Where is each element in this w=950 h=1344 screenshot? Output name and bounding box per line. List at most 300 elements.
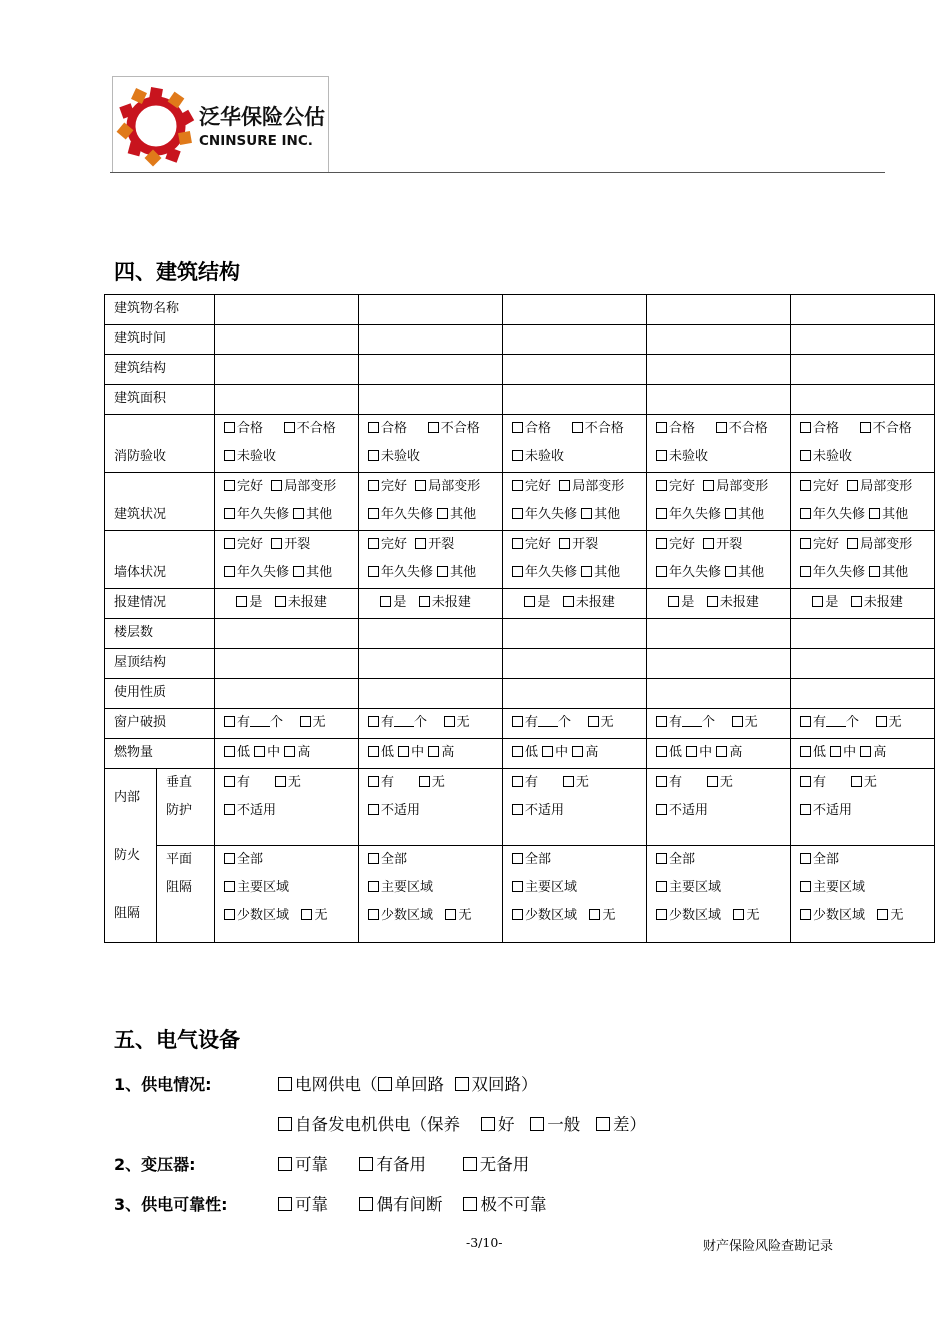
wall-status-cell[interactable] xyxy=(359,531,503,589)
self-gen-checkbox[interactable] xyxy=(278,1117,292,1131)
option-other xyxy=(725,559,764,587)
option-partial-deform xyxy=(271,473,336,501)
partial-deform-checkbox[interactable] xyxy=(847,480,858,491)
mid-checkbox[interactable] xyxy=(830,746,841,757)
maint-fair-checkbox[interactable] xyxy=(530,1117,544,1131)
build-time-cell[interactable] xyxy=(359,325,503,355)
none-checkbox[interactable] xyxy=(301,909,312,920)
low-checkbox[interactable] xyxy=(368,746,379,757)
has-backup-checkbox[interactable] xyxy=(359,1157,373,1171)
main-area-label: 主要区域 xyxy=(237,880,290,895)
building-status-cell[interactable] xyxy=(791,473,935,531)
window-have-checkbox[interactable] xyxy=(656,716,667,727)
option-good xyxy=(512,531,551,559)
other-checkbox[interactable] xyxy=(581,566,592,577)
qualified-checkbox[interactable] xyxy=(656,422,667,433)
building-area-cell[interactable] xyxy=(359,385,503,415)
floor-count-cell[interactable] xyxy=(791,619,935,649)
row-label-building-area: 建筑面积 xyxy=(105,385,215,415)
option-qualified xyxy=(800,415,839,443)
option-partial-deform xyxy=(847,473,912,501)
mid-checkbox[interactable] xyxy=(686,746,697,757)
all-checkbox[interactable] xyxy=(656,853,667,864)
option-crack xyxy=(415,531,454,559)
option-have xyxy=(368,769,394,797)
option-partial-deform xyxy=(703,473,768,501)
count-blank[interactable] xyxy=(538,714,558,727)
good-checkbox[interactable] xyxy=(512,480,523,491)
building-status-cell[interactable] xyxy=(503,473,647,531)
low-checkbox[interactable] xyxy=(800,746,811,757)
low-checkbox[interactable] xyxy=(224,746,235,757)
wall-status-cell[interactable] xyxy=(647,531,791,589)
building-name-cell[interactable] xyxy=(359,295,503,325)
building-name-cell[interactable] xyxy=(791,295,935,325)
not-reported-checkbox[interactable] xyxy=(275,596,286,607)
usage-type-cell[interactable] xyxy=(215,679,359,709)
yes-checkbox[interactable] xyxy=(380,596,391,607)
row-label-fire-separation: 内部 防火 阻隔 xyxy=(105,769,157,943)
qualified-checkbox[interactable] xyxy=(368,422,379,433)
not-applicable-checkbox[interactable] xyxy=(656,804,667,815)
yes-checkbox[interactable] xyxy=(236,596,247,607)
unqualified-checkbox[interactable] xyxy=(284,422,295,433)
table-row xyxy=(105,739,935,769)
build-time-cell[interactable] xyxy=(503,325,647,355)
fire-acceptance-cell[interactable] xyxy=(503,415,647,473)
none-checkbox[interactable] xyxy=(851,776,862,787)
few-area-checkbox[interactable] xyxy=(800,909,811,920)
window-unit-label: 个 xyxy=(846,715,860,730)
unqualified-checkbox[interactable] xyxy=(572,422,583,433)
unqualified-label: 不合格 xyxy=(440,421,480,436)
partial-deform-checkbox[interactable] xyxy=(847,538,858,549)
building-name-cell[interactable] xyxy=(215,295,359,325)
not-reported-label: 未报建 xyxy=(431,595,471,610)
roof-structure-cell[interactable] xyxy=(215,649,359,679)
not-accepted-checkbox[interactable] xyxy=(656,450,667,461)
none-checkbox[interactable] xyxy=(707,776,718,787)
good-checkbox[interactable] xyxy=(368,480,379,491)
window-have-checkbox[interactable] xyxy=(512,716,523,727)
disrepair-checkbox[interactable] xyxy=(224,508,235,519)
count-blank[interactable] xyxy=(826,714,846,727)
vertical-protection-cell[interactable] xyxy=(503,769,647,846)
occasional-checkbox[interactable] xyxy=(359,1197,373,1211)
reliability-label: 3、供电可靠性: xyxy=(114,1195,228,1214)
none-checkbox[interactable] xyxy=(444,716,455,727)
no-backup-checkbox[interactable] xyxy=(463,1157,477,1171)
double-loop-checkbox[interactable] xyxy=(455,1077,469,1091)
count-blank[interactable] xyxy=(682,714,702,727)
horizontal-separation-cell[interactable] xyxy=(503,846,647,943)
other-checkbox[interactable] xyxy=(293,566,304,577)
other-checkbox[interactable] xyxy=(293,508,304,519)
option-few-area xyxy=(656,902,721,930)
good-checkbox[interactable] xyxy=(800,538,811,549)
option-high xyxy=(428,739,454,767)
not-accepted-label: 未验收 xyxy=(813,449,853,464)
main-area-checkbox[interactable] xyxy=(224,881,235,892)
building-structure-cell[interactable] xyxy=(359,355,503,385)
all-checkbox[interactable] xyxy=(800,853,811,864)
build-time-cell[interactable] xyxy=(791,325,935,355)
mid-label: 中 xyxy=(411,745,425,760)
other-label: 其他 xyxy=(594,507,621,522)
fire-acceptance-cell[interactable] xyxy=(215,415,359,473)
none-label: 无 xyxy=(602,908,616,923)
none-label: 无 xyxy=(600,715,614,730)
disrepair-checkbox[interactable] xyxy=(800,566,811,577)
option-all xyxy=(656,846,695,874)
other-checkbox[interactable] xyxy=(869,566,880,577)
yes-checkbox[interactable] xyxy=(812,596,823,607)
option-main-area xyxy=(656,874,721,902)
other-checkbox[interactable] xyxy=(437,508,448,519)
option-high xyxy=(284,739,310,767)
disrepair-checkbox[interactable] xyxy=(512,508,523,519)
horizontal-separation-cell[interactable] xyxy=(791,846,935,943)
very-unreliable-label: 极不可靠 xyxy=(480,1195,547,1214)
main-area-checkbox[interactable] xyxy=(512,881,523,892)
fire-acceptance-cell[interactable] xyxy=(647,415,791,473)
all-checkbox[interactable] xyxy=(368,853,379,864)
not-applicable-checkbox[interactable] xyxy=(368,804,379,815)
few-area-checkbox[interactable] xyxy=(368,909,379,920)
not-reported-checkbox[interactable] xyxy=(851,596,862,607)
none-checkbox[interactable] xyxy=(563,776,574,787)
supply-reliable-checkbox[interactable] xyxy=(278,1197,292,1211)
disrepair-label: 年久失修 xyxy=(381,565,434,580)
power-supply-row xyxy=(114,1071,538,1095)
partial-deform-checkbox[interactable] xyxy=(415,480,426,491)
disrepair-checkbox[interactable] xyxy=(656,508,667,519)
none-checkbox[interactable] xyxy=(876,716,887,727)
not-applicable-checkbox[interactable] xyxy=(224,804,235,815)
qualified-checkbox[interactable] xyxy=(800,422,811,433)
table-row xyxy=(105,649,935,679)
all-checkbox[interactable] xyxy=(512,853,523,864)
option-other xyxy=(437,501,476,529)
option-not-applicable xyxy=(512,797,564,825)
qualified-checkbox[interactable] xyxy=(512,422,523,433)
option-disrepair xyxy=(656,559,721,587)
window-have-checkbox[interactable] xyxy=(800,716,811,727)
maint-good-checkbox[interactable] xyxy=(481,1117,495,1131)
building-structure-cell[interactable] xyxy=(791,355,935,385)
table-row xyxy=(105,619,935,649)
crack-checkbox[interactable] xyxy=(559,538,570,549)
section-title-building: 四、建筑结构 xyxy=(114,260,240,284)
roof-structure-cell[interactable] xyxy=(359,649,503,679)
building-name-cell[interactable] xyxy=(503,295,647,325)
not-accepted-label: 未验收 xyxy=(669,449,709,464)
maint-fair-label: 一般 xyxy=(547,1115,581,1134)
good-checkbox[interactable] xyxy=(656,538,667,549)
usage-type-cell[interactable] xyxy=(503,679,647,709)
partial-deform-checkbox[interactable] xyxy=(703,480,714,491)
very-unreliable-checkbox[interactable] xyxy=(463,1197,477,1211)
none-checkbox[interactable] xyxy=(275,776,286,787)
none-checkbox[interactable] xyxy=(733,909,744,920)
disrepair-checkbox[interactable] xyxy=(656,566,667,577)
main-area-checkbox[interactable] xyxy=(800,881,811,892)
transformer-reliable-checkbox[interactable] xyxy=(278,1157,292,1171)
partial-deform-checkbox[interactable] xyxy=(559,480,570,491)
option-unqualified xyxy=(572,415,624,443)
option-good xyxy=(224,473,263,501)
single-loop-label: 单回路 xyxy=(394,1075,444,1094)
unqualified-checkbox[interactable] xyxy=(860,422,871,433)
all-checkbox[interactable] xyxy=(224,853,235,864)
combustible-load-cell[interactable] xyxy=(791,739,935,769)
good-checkbox[interactable] xyxy=(224,538,235,549)
wall-status-cell[interactable] xyxy=(215,531,359,589)
vertical-protection-cell[interactable] xyxy=(215,769,359,846)
none-checkbox[interactable] xyxy=(445,909,456,920)
grid-supply-checkbox[interactable] xyxy=(278,1077,292,1091)
have-checkbox[interactable] xyxy=(656,776,667,787)
mid-checkbox[interactable] xyxy=(398,746,409,757)
not-accepted-checkbox[interactable] xyxy=(512,450,523,461)
option-not-reported xyxy=(563,589,615,617)
row-label-fire-acceptance: 消防验收 xyxy=(105,415,215,473)
good-checkbox[interactable] xyxy=(224,480,235,491)
combustible-load-cell[interactable] xyxy=(215,739,359,769)
partial-deform-checkbox[interactable] xyxy=(271,480,282,491)
main-area-checkbox[interactable] xyxy=(368,881,379,892)
row-label-wall-status: 墙体状况 xyxy=(105,531,215,589)
building-status-cell[interactable] xyxy=(215,473,359,531)
none-checkbox[interactable] xyxy=(588,716,599,727)
building-structure-cell[interactable] xyxy=(647,355,791,385)
good-checkbox[interactable] xyxy=(368,538,379,549)
usage-type-cell[interactable] xyxy=(791,679,935,709)
high-checkbox[interactable] xyxy=(428,746,439,757)
roof-structure-cell[interactable] xyxy=(503,649,647,679)
floor-count-cell[interactable] xyxy=(647,619,791,649)
window-damage-cell[interactable] xyxy=(791,709,935,739)
have-checkbox[interactable] xyxy=(368,776,379,787)
disrepair-checkbox[interactable] xyxy=(368,566,379,577)
vertical-protection-cell[interactable] xyxy=(791,769,935,846)
disrepair-checkbox[interactable] xyxy=(368,508,379,519)
not-applicable-checkbox[interactable] xyxy=(512,804,523,815)
report-status-cell[interactable] xyxy=(647,589,791,619)
horizontal-separation-cell[interactable] xyxy=(359,846,503,943)
usage-type-cell[interactable] xyxy=(647,679,791,709)
wall-status-cell[interactable] xyxy=(503,531,647,589)
disrepair-checkbox[interactable] xyxy=(512,566,523,577)
header-divider xyxy=(110,172,885,173)
window-damage-cell[interactable] xyxy=(359,709,503,739)
good-checkbox[interactable] xyxy=(800,480,811,491)
vertical-protection-cell[interactable] xyxy=(647,769,791,846)
good-label: 完好 xyxy=(237,537,264,552)
report-status-cell[interactable] xyxy=(791,589,935,619)
build-time-cell[interactable] xyxy=(215,325,359,355)
option-window-have xyxy=(800,709,859,737)
option-other xyxy=(437,559,476,587)
other-checkbox[interactable] xyxy=(437,566,448,577)
option-mid xyxy=(398,739,424,767)
few-area-checkbox[interactable] xyxy=(224,909,235,920)
low-checkbox[interactable] xyxy=(512,746,523,757)
none-checkbox[interactable] xyxy=(732,716,743,727)
maint-good-label: 好 xyxy=(497,1115,515,1134)
floor-count-cell[interactable] xyxy=(359,619,503,649)
horizontal-separation-cell[interactable] xyxy=(215,846,359,943)
building-status-cell[interactable] xyxy=(647,473,791,531)
section-title-electrical: 五、电气设备 xyxy=(114,1028,240,1052)
not-applicable-label: 不适用 xyxy=(813,803,853,818)
yes-label: 是 xyxy=(537,595,551,610)
building-name-cell[interactable] xyxy=(647,295,791,325)
report-status-cell[interactable] xyxy=(359,589,503,619)
wall-status-cell[interactable] xyxy=(791,531,935,589)
high-label: 高 xyxy=(873,745,887,760)
combustible-load-cell[interactable] xyxy=(503,739,647,769)
not-reported-checkbox[interactable] xyxy=(707,596,718,607)
yes-checkbox[interactable] xyxy=(668,596,679,607)
mid-checkbox[interactable] xyxy=(542,746,553,757)
none-label: 无 xyxy=(431,775,445,790)
report-status-cell[interactable] xyxy=(215,589,359,619)
high-checkbox[interactable] xyxy=(716,746,727,757)
low-label: 低 xyxy=(381,745,395,760)
few-area-checkbox[interactable] xyxy=(656,909,667,920)
have-checkbox[interactable] xyxy=(512,776,523,787)
high-checkbox[interactable] xyxy=(860,746,871,757)
horizontal-separation-cell[interactable] xyxy=(647,846,791,943)
building-area-cell[interactable] xyxy=(503,385,647,415)
high-checkbox[interactable] xyxy=(284,746,295,757)
option-other xyxy=(581,501,620,529)
other-checkbox[interactable] xyxy=(869,508,880,519)
option-crack xyxy=(703,531,742,559)
build-time-cell[interactable] xyxy=(647,325,791,355)
none-label: 无 xyxy=(287,775,301,790)
not-reported-checkbox[interactable] xyxy=(563,596,574,607)
vertical-protection-cell[interactable] xyxy=(359,769,503,846)
building-structure-cell[interactable] xyxy=(503,355,647,385)
good-label: 完好 xyxy=(237,479,264,494)
unqualified-checkbox[interactable] xyxy=(716,422,727,433)
option-none xyxy=(444,709,470,737)
unqualified-label: 不合格 xyxy=(872,421,912,436)
disrepair-checkbox[interactable] xyxy=(800,508,811,519)
roof-structure-cell[interactable] xyxy=(791,649,935,679)
gear-logo-icon xyxy=(115,85,197,167)
yes-label: 是 xyxy=(825,595,839,610)
not-reported-label: 未报建 xyxy=(287,595,327,610)
report-status-cell[interactable] xyxy=(503,589,647,619)
none-label: 无 xyxy=(575,775,589,790)
floor-count-cell[interactable] xyxy=(503,619,647,649)
not-reported-checkbox[interactable] xyxy=(419,596,430,607)
building-area-cell[interactable] xyxy=(791,385,935,415)
other-checkbox[interactable] xyxy=(725,508,736,519)
have-checkbox[interactable] xyxy=(224,776,235,787)
floor-count-cell[interactable] xyxy=(215,619,359,649)
window-have-checkbox[interactable] xyxy=(368,716,379,727)
unqualified-checkbox[interactable] xyxy=(428,422,439,433)
window-damage-cell[interactable] xyxy=(215,709,359,739)
count-blank[interactable] xyxy=(394,714,414,727)
option-qualified xyxy=(512,415,551,443)
other-label: 其他 xyxy=(738,507,765,522)
low-checkbox[interactable] xyxy=(656,746,667,757)
option-yes xyxy=(524,589,550,617)
building-area-cell[interactable] xyxy=(215,385,359,415)
mid-checkbox[interactable] xyxy=(254,746,265,757)
building-status-cell[interactable] xyxy=(359,473,503,531)
disrepair-checkbox[interactable] xyxy=(224,566,235,577)
crack-checkbox[interactable] xyxy=(271,538,282,549)
have-checkbox[interactable] xyxy=(800,776,811,787)
main-area-checkbox[interactable] xyxy=(656,881,667,892)
option-have xyxy=(800,769,826,797)
not-accepted-checkbox[interactable] xyxy=(368,450,379,461)
combustible-load-cell[interactable] xyxy=(359,739,503,769)
combustible-load-cell[interactable] xyxy=(647,739,791,769)
window-have-checkbox[interactable] xyxy=(224,716,235,727)
usage-type-cell[interactable] xyxy=(359,679,503,709)
not-applicable-label: 不适用 xyxy=(237,803,277,818)
not-accepted-checkbox[interactable] xyxy=(800,450,811,461)
window-damage-cell[interactable] xyxy=(647,709,791,739)
few-area-checkbox[interactable] xyxy=(512,909,523,920)
not-applicable-checkbox[interactable] xyxy=(800,804,811,815)
maint-poor-checkbox[interactable] xyxy=(596,1117,610,1131)
few-area-label: 少数区域 xyxy=(525,908,578,923)
roof-structure-cell[interactable] xyxy=(647,649,791,679)
crack-checkbox[interactable] xyxy=(703,538,714,549)
good-checkbox[interactable] xyxy=(512,538,523,549)
none-checkbox[interactable] xyxy=(300,716,311,727)
table-row xyxy=(105,846,935,943)
building-structure-cell[interactable] xyxy=(215,355,359,385)
not-accepted-checkbox[interactable] xyxy=(224,450,235,461)
mid-label: 中 xyxy=(555,745,569,760)
option-high xyxy=(716,739,742,767)
other-checkbox[interactable] xyxy=(725,566,736,577)
yes-checkbox[interactable] xyxy=(524,596,535,607)
count-blank[interactable] xyxy=(250,714,270,727)
option-yes xyxy=(236,589,262,617)
none-checkbox[interactable] xyxy=(877,909,888,920)
disrepair-label: 年久失修 xyxy=(813,507,866,522)
high-checkbox[interactable] xyxy=(572,746,583,757)
none-checkbox[interactable] xyxy=(419,776,430,787)
option-window-have xyxy=(656,709,715,737)
option-unqualified xyxy=(284,415,336,443)
single-loop-checkbox[interactable] xyxy=(378,1077,392,1091)
building-area-cell[interactable] xyxy=(647,385,791,415)
fire-acceptance-cell[interactable] xyxy=(791,415,935,473)
qualified-checkbox[interactable] xyxy=(224,422,235,433)
window-damage-cell[interactable] xyxy=(503,709,647,739)
good-label: 完好 xyxy=(381,479,408,494)
partial-deform-label: 局部变形 xyxy=(572,479,625,494)
crack-checkbox[interactable] xyxy=(415,538,426,549)
other-checkbox[interactable] xyxy=(581,508,592,519)
good-checkbox[interactable] xyxy=(656,480,667,491)
none-checkbox[interactable] xyxy=(589,909,600,920)
fire-acceptance-cell[interactable] xyxy=(359,415,503,473)
disrepair-label: 年久失修 xyxy=(669,507,722,522)
option-all xyxy=(368,846,407,874)
